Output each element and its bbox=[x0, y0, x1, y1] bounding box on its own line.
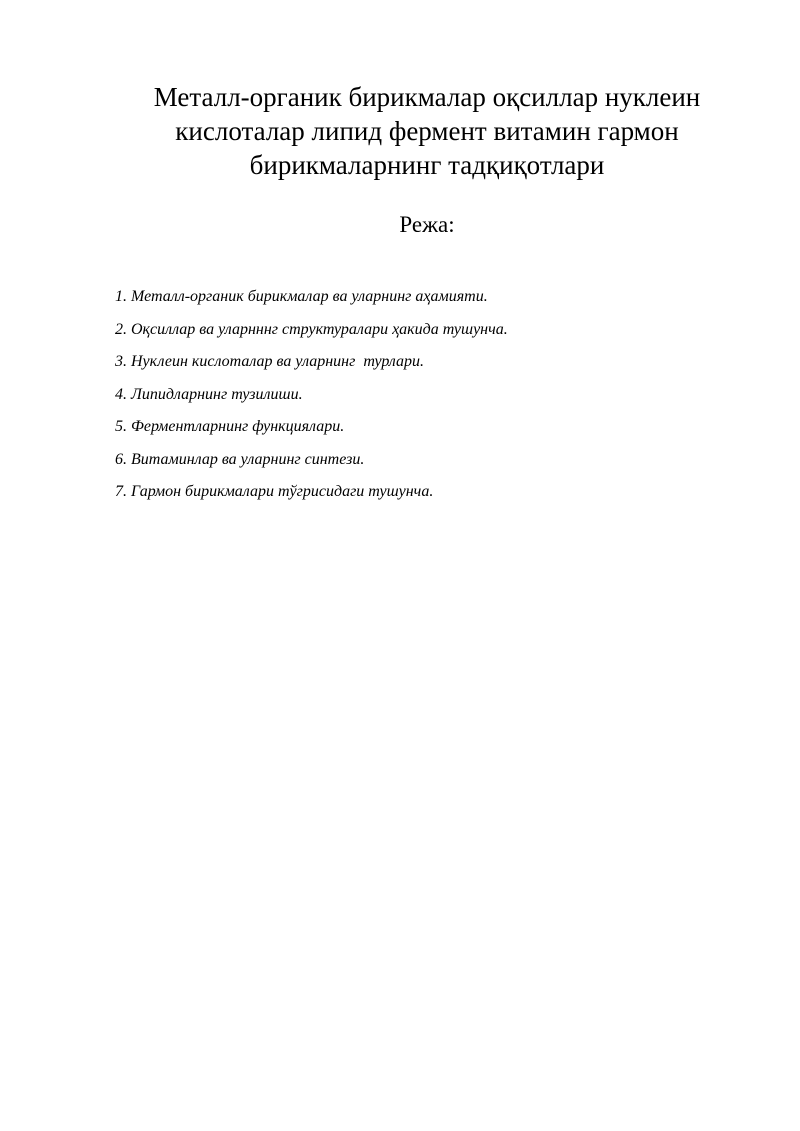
plan-item: 7. Гармон бирикмалари тўгрисидаги тушунча. bbox=[115, 483, 434, 500]
title-line: Металл-органик бирикмалар оқсиллар нуклеин bbox=[153, 82, 701, 112]
plan-item: 5. Ферментларнинг функциялари. bbox=[115, 418, 345, 435]
plan-heading: Режа: bbox=[399, 212, 455, 237]
plan-list bbox=[115, 286, 508, 514]
plan-item: 1. Металл-органик бирикмалар ва уларнинг аҳамияти. bbox=[115, 288, 488, 305]
plan-item: 4. Липидларнинг тузилиши. bbox=[115, 385, 303, 403]
plan-item: 3. Нуклеин кислоталар ва уларнинг турлари. bbox=[115, 353, 424, 370]
title-line: бирикмаларнинг тадқиқотлари bbox=[249, 150, 605, 180]
title-line: кислоталар липид фермент витамин гармон bbox=[175, 116, 679, 146]
page-title bbox=[110, 80, 744, 182]
plan-item: 2. Оқсиллар ва уларнннг структуралари ҳакида тушунча. bbox=[115, 320, 508, 338]
plan-item: 6. Витаминлар ва уларнинг синтези. bbox=[115, 450, 365, 468]
